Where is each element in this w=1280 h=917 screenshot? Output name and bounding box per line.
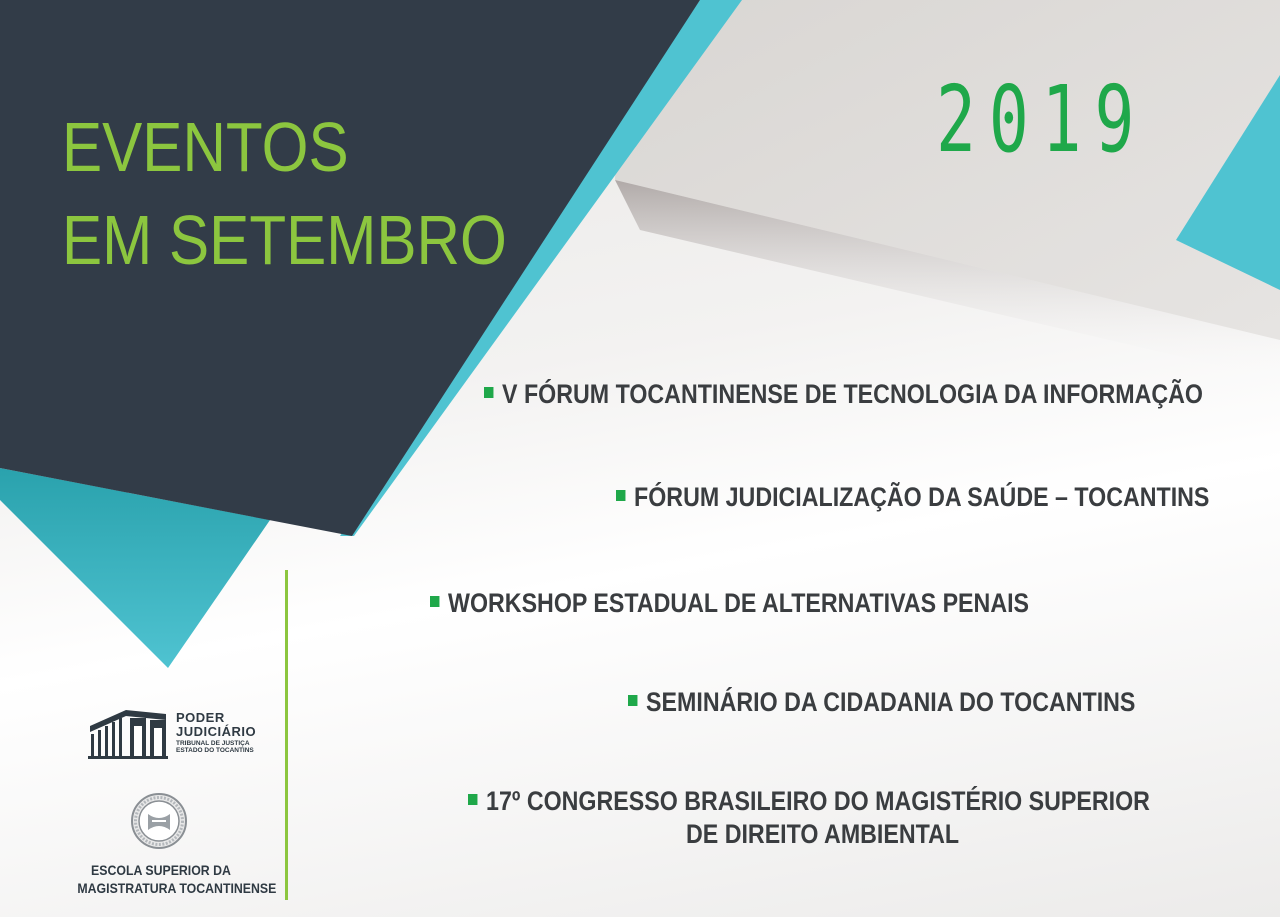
event-label: FÓRUM JUDICIALIZAÇÃO DA SAÚDE – TOCANTINS	[634, 482, 1210, 512]
vertical-divider	[285, 570, 288, 900]
bullet-icon	[430, 596, 439, 607]
tribunal-text: TRIBUNAL DE JUSTIÇA	[176, 740, 250, 747]
estado-text: ESTADO DO TOCANTINS	[176, 747, 254, 754]
title-line-1: EVENTOS	[62, 108, 349, 186]
bullet-icon	[616, 490, 625, 501]
event-label: V FÓRUM TOCANTINENSE DE TECNOLOGIA DA INFORMAÇÃO	[502, 379, 1203, 409]
event-label: 17º CONGRESSO BRASILEIRO DO MAGISTÉRIO SUPERIOR	[486, 786, 1150, 816]
poder-judiciario-text: JUDICIÁRIO	[176, 724, 257, 739]
event-label-continuation: DE DIREITO AMBIENTAL	[686, 819, 960, 849]
escola-name-line: MAGISTRATURA TOCANTINENSE	[77, 880, 277, 896]
bullet-icon	[484, 387, 493, 398]
event-label: SEMINÁRIO DA CIDADANIA DO TOCANTINS	[646, 687, 1136, 717]
event-item	[628, 685, 1135, 719]
bullet-icon	[628, 695, 637, 706]
title-line-2: EM SETEMBRO	[62, 201, 507, 279]
bullet-icon	[468, 794, 477, 805]
escola-name-line: ESCOLA SUPERIOR DA	[91, 862, 231, 878]
poder-judiciario-text: PODER	[176, 710, 225, 725]
seal-icon	[130, 792, 188, 850]
event-item	[484, 377, 1203, 411]
event-item	[430, 586, 1029, 620]
event-item	[468, 784, 1150, 818]
year-label: 2019	[936, 66, 1148, 173]
event-item	[616, 480, 1209, 514]
event-label: WORKSHOP ESTADUAL DE ALTERNATIVAS PENAIS	[448, 588, 1030, 618]
